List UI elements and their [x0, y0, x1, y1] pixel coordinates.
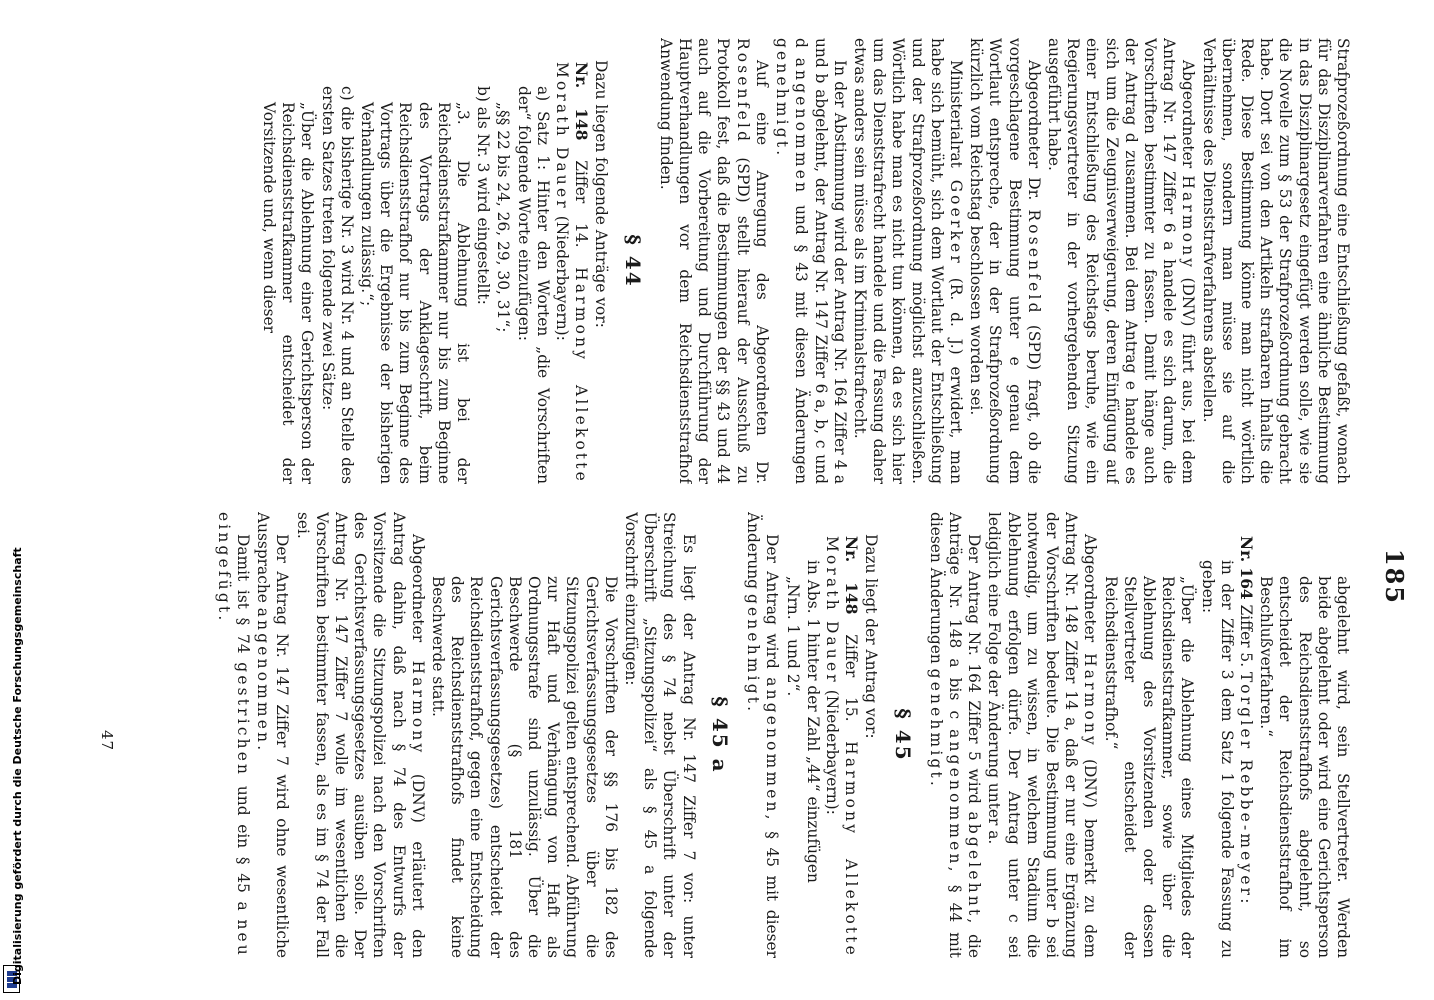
quoted-text: „Über die Ablehnung eines Mitgliedes der Reichsdienststrafkammer, sowie über die Ablehnung des Vorsitzenden oder dessen Stellvertreter entscheidet der Reichsdienststrafhof.“ — [1101, 576, 1197, 958]
motion-subitem — [317, 86, 355, 484]
paragraph-text: Damit ist § 74 — [234, 534, 253, 654]
decision-word: genehmigt. — [926, 668, 945, 789]
subitem-label: c) — [337, 86, 356, 101]
decision-word: angenommen, — [763, 677, 782, 823]
quoted-text: „Nrn. 1 und 2“. — [783, 576, 802, 697]
subitem-label: b) — [474, 86, 493, 102]
speaker-title: Ministerialrat — [946, 60, 965, 168]
paragraph-text: Der Antrag wird — [763, 534, 782, 669]
motion-subitem — [513, 86, 551, 484]
decision-word: genehmigt. — [773, 38, 792, 159]
paragraph-text: die Anträge Nr. 148 a bis c — [945, 512, 984, 958]
decision-word: gestrichen — [234, 662, 253, 778]
paragraph — [743, 512, 781, 958]
paragraph-text: § 44 mit diesen Änderungen — [926, 512, 964, 958]
motion-sponsors: Harmony Allekotte Morath Dauer — [553, 62, 591, 484]
paragraph-text: (R. d. J.) erwidert, man habe sich bemüht, sich dem Wortlaut der Entschließung und der Strafprozeßordnung möglichst anzuschließen. Wörtlich habe man es nicht tun können, da es sich hier um das Dienststrafrecht handele und die Fassung daher etwas anders sein müsse als im Kriminalstrafrecht. — [850, 38, 965, 484]
subitem-text: Satz 1: Hinter den Worten „die Vorschriften der“ folgende Worte einzufügen: — [514, 86, 552, 484]
paragraph — [772, 38, 849, 484]
speaker-name: Harmony — [408, 660, 427, 756]
paragraph: Dazu liegt der Antrag vor: — [862, 534, 881, 739]
paragraph — [214, 512, 252, 958]
paragraph-text: Der Antrag Nr. 164 Ziffer 5 wird — [965, 534, 984, 804]
speaker-title: Abgeordneter — [1081, 534, 1100, 643]
paragraph: Strafprozeßordnung eine Entschließung gefaßt, wonach für das Disziplinarverfahren eine ähnliche Bestimmung in das Disziplinargesetz eingefügt werden solle, wie sie die Novelle zum § 53 der Strafprozeßordnung gebracht habe. Dort sei von den Artikeln strafbaren Inhalts die Rede. Diese Bestimmung könne man nicht wörtlich übernehmen, sondern man müsse sie auf die Verhältnisse des Dienststrafverfahrens abstellen. — [1199, 38, 1352, 484]
subitem-label: a) — [533, 86, 552, 102]
paragraph-text: § 45 mit dieser Änderung — [744, 512, 782, 958]
funding-credit-strip — [0, 0, 22, 1000]
section-heading: § 45 — [890, 708, 915, 762]
motion-party: (Niederbayern): — [553, 215, 572, 341]
quoted-text: abgelehnt wird, sein Stellvertreter. Werden beide abgelehnt oder wird eine Gerichtsperson des Reichsdienststrafhofs abgelehnt, so entscheidet der Reichsdienststrafhof im Beschlußverfahren.“ — [1257, 576, 1352, 958]
section-heading: § 45 a — [707, 696, 732, 774]
page-number: 185 — [1380, 548, 1409, 605]
motion-heading — [552, 62, 590, 484]
paragraph-text: (SPD) fragt, ob die vorgeschlagene Bestimmung unter e genau dem Wortlaut entspreche, der in der Strafprozeßordnung kürzlich vom Reichstag beschlossen worden sei. — [967, 38, 1043, 484]
paragraph — [966, 38, 1043, 484]
paragraph — [1044, 38, 1198, 484]
paragraph-text: In der Abstimmung wird der Antrag Nr. 164 Ziffer 4 a und b abgelehnt, der Antrag Nr. 147 Ziffer 6 a, b, c und d — [792, 38, 849, 484]
subitem-text: als Nr. 3 wird eingestellt: — [474, 106, 493, 305]
decision-word: neu eingefügt. — [214, 512, 253, 958]
section-heading: § 44 — [620, 234, 645, 288]
paragraph-text: (DNV) führt aus, bei dem Antrag Nr. 147 Ziffer 6 a handele es sich darum, die Vorschriften bestimmter zu fassen. Damit hänge auch der Antrag d zusammen. Bei dem Antrag e handele es sich um die Zeugnisverweigerung, deren Einfügung auf einer Entschließung des Reichstags beruhe, wie ein Regierungsvertreter in der vorhergehenden Sitzung ausgeführt habe. — [1044, 38, 1198, 484]
right-column — [92, 512, 1352, 958]
quoted-text: Die Vorschriften der §§ 176 bis 182 des Gerichtsverfassungsgesetzes über die Sitzungspolizei gelten entsprechend. Abführung zur Haft und Verhängung von Haft als Ordnungsstrafe sind unzulässig. Über die Beschwerde (§ 181 des Gerichtsverfassungsgesetzes) entscheidet der Reichsdienststrafhof, gegen eine Entscheidung des Reichsdienststrafhofs findet keine Beschwerde statt. — [429, 576, 620, 958]
speaker-name: Harmony — [1179, 175, 1198, 271]
funding-credit-text: Digitalisierung gefördert durch die Deutsche Forschungsgemeinschaft — [11, 547, 24, 985]
paragraph-text: Auf eine Anregung des Abgeordneten Dr. — [752, 60, 771, 484]
decision-word: angenommen — [792, 57, 811, 196]
paragraph: Es liegt der Antrag Nr. 147 Ziffer 7 vor: unter Streichung des § 74 nebst Überschrift unter der Überschrift „Sitzungspolizei“ als § 45 a folgende Vorschrift einzufügen: — [622, 512, 698, 958]
paragraph — [253, 512, 291, 958]
sheet-signature-number: 47 — [98, 730, 116, 752]
paragraph-text: Der Antrag Nr. 147 Ziffer 7 wird ohne wesentliche Aussprache — [254, 512, 292, 958]
paragraph — [850, 38, 965, 484]
paragraph-text: (DNV) erläutert den Antrag dahin, daß nach § 74 des Entwurfs der Vorsitzende die Sitzungspolizei nach den Vorschriften des Gerichtsverfassungsgesetzes ausüben solle. Der Antrag Nr. 147 Ziffer 7 wolle im wesentlichen die Vorschriften bestimmter fassen, als es im § 74 der Fall sei. — [293, 512, 427, 958]
paragraph — [292, 512, 426, 958]
decision-word: angenommen. — [254, 607, 273, 754]
quoted-text: „§§ 22 bis 24, 26, 29, 30, 31“; — [494, 102, 513, 333]
paragraph — [656, 38, 771, 484]
paragraph — [984, 512, 1099, 958]
paragraph: Dazu liegen folgende Anträge vor: — [592, 60, 611, 328]
motion-item: Ziffer 14. — [572, 160, 591, 248]
paragraph-text: und ein § 45 a — [234, 785, 253, 911]
paragraph-text: und § 43 mit diesen Änderungen — [792, 205, 811, 484]
decision-word: abgelehnt, — [965, 811, 984, 927]
speaker-name: Rosenfeld — [733, 38, 752, 145]
motion-text: in Abs. 1 hinter der Zahl „44“ einzufügen — [803, 560, 822, 883]
decision-word: angenommen, — [945, 729, 964, 875]
motion-heading — [822, 536, 860, 958]
motion-number: Nr. 164 — [1236, 536, 1255, 600]
motion-party: (Niederbayern): — [822, 689, 841, 815]
motion-number: Nr. 148 — [842, 536, 861, 615]
motion-item: Ziffer 15. — [842, 634, 861, 722]
speaker-name: Rosenfeld — [1024, 209, 1043, 316]
motion-number: Nr. 148 — [572, 62, 591, 141]
paragraph-text: (SPD) stellt hierauf der Ausschuß zu Protokoll fest, daß die Bestimmungen der §§ 43 und 44 auch auf die Vorbereitung und Durchführung der Hauptverhandlungen vor dem Reichsdienststrafhof Anwendung finden. — [656, 38, 752, 484]
motion-item: Ziffer 5. — [1236, 604, 1255, 668]
speaker-title: Abgeordneter — [408, 534, 427, 643]
speaker-name: Goerker — [946, 179, 965, 266]
paragraph-text: (DNV) bemerkt zu dem Antrag Nr. 148 Ziffer 14 a, daß er nur eine Ergänzung der Vorschriften bedeute. Die Bestimmung unter b sei notwendig, um zu wissen, in welchem Stadium die Ablehnung erfolgen dürfe. Der Antrag unter c sei lediglich eine Folge der Änderung unter a. — [985, 512, 1100, 958]
speaker-title: Abgeordneter — [1179, 60, 1198, 169]
quoted-text: „3. Die Ablehnung ist bei der Reichsdienststrafkammer nur bis zum Beginne des Vortrags der Anklageschrift, beim Reichsdienststrafhof nur bis zum Beginne des Vortrags über die Ergebnisse der bisherigen Verhandlungen zulässig.“; — [358, 102, 473, 484]
motion-heading — [1236, 536, 1255, 958]
motion-sponsors: Harmony Allekotte Morath Dauer — [822, 536, 861, 958]
subitem-text: die bisherige Nr. 3 wird Nr. 4 und an Stelle des ersten Satzes treten folgende zwei Sätze: — [318, 86, 356, 484]
motion-text: in der Ziffer 3 dem Satz 1 folgende Fassung zu geben: — [1198, 560, 1236, 958]
speaker-title: Abgeordneter Dr. — [1024, 60, 1043, 201]
decision-word: genehmigt. — [744, 593, 763, 715]
motion-sponsors: Torgler Rebbe-meyer: — [1236, 672, 1255, 907]
left-column — [92, 38, 1352, 484]
page-header — [1369, 60, 1409, 950]
paragraph — [926, 512, 984, 958]
motion-subitem — [473, 86, 492, 484]
quoted-text: „Über die Ablehnung einer Gerichtsperson der Reichsdienststrafkammer entscheidet der Vorsitzende und, wenn dieser — [260, 102, 317, 484]
speaker-name: Harmony — [1081, 653, 1100, 748]
